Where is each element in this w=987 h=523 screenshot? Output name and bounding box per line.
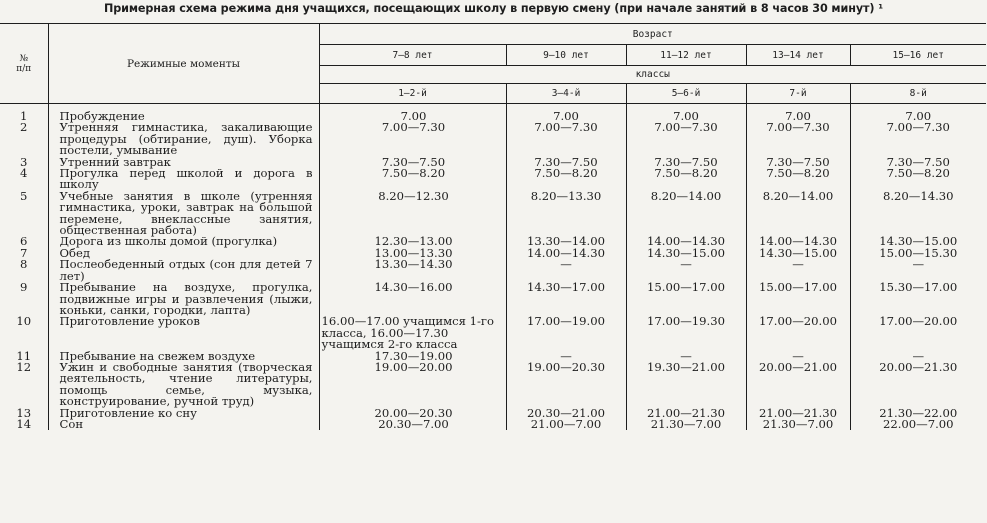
age-header: 7—8 лет: [319, 45, 506, 66]
time-cell: 20.30—21.00: [506, 408, 626, 419]
table-row: [0, 122, 986, 156]
row-number: 12: [16, 359, 32, 374]
time-cell: 7.00: [319, 104, 506, 123]
age-header: 9—10 лет: [506, 45, 626, 66]
time-cell: 21.30—7.00: [746, 419, 850, 430]
time-cell: 7.00: [506, 104, 626, 123]
time-cell: 14.30—16.00: [319, 282, 506, 316]
time-cell: 13.00—13.30: [319, 248, 506, 259]
class-header: 8-й: [850, 84, 986, 104]
time-cell: 19.00—20.00: [319, 362, 506, 408]
regimen-item: Ужин и свободные занятия (творческая деятельность, чтение литературы, помощь семье, музыка, конструирование, ручной труд): [48, 362, 319, 408]
time-cell: 22.00—7.00: [850, 419, 986, 430]
time-cell: 17.00—19.00: [506, 316, 626, 350]
regimen-item: Приготовление уроков: [48, 316, 319, 350]
table-row: [0, 419, 986, 430]
time-cell: 15.00—17.00: [746, 282, 850, 316]
time-cell: 21.00—7.00: [506, 419, 626, 430]
table-title: Примерная схема режима дня учащихся, посещающих школу в первую смену (при начале занятий в 8 часов 30 минут) ¹: [103, 2, 884, 15]
time-cell: 20.00—21.30: [850, 362, 986, 408]
time-cell: 7.00: [626, 104, 746, 123]
row-number: 1: [20, 109, 28, 123]
time-cell: 21.00—21.30: [626, 408, 746, 419]
time-cell: —: [746, 351, 850, 362]
time-cell: 7.30—7.50: [850, 157, 986, 168]
time-cell: 7.00—7.30: [850, 122, 986, 156]
time-cell: 8.20—12.30: [319, 191, 506, 237]
time-cell: 20.30—7.00: [319, 419, 506, 430]
time-cell: 14.30—15.00: [746, 248, 850, 259]
class-header: 5—6-й: [626, 84, 746, 104]
time-cell: 15.00—15.30: [850, 248, 986, 259]
col-header-number: № п/п: [0, 24, 48, 104]
time-cell: —: [506, 351, 626, 362]
time-cell: 8.20—13.30: [506, 191, 626, 237]
time-cell: 19.30—21.00: [626, 362, 746, 408]
time-cell: 7.00—7.30: [319, 122, 506, 156]
time-cell: 13.30—14.30: [319, 259, 506, 282]
time-cell: 7.00—7.30: [626, 122, 746, 156]
regimen-item: Утренний завтрак: [48, 157, 319, 168]
time-cell: 19.00—20.30: [506, 362, 626, 408]
regimen-item: Утренняя гимнастика, закаливающие процедуры (обтирание, душ). Уборка постели, умывание: [48, 122, 319, 156]
time-cell: 7.30—7.50: [626, 157, 746, 168]
time-cell: —: [626, 351, 746, 362]
table-row: [0, 191, 986, 237]
time-cell: 7.00—7.30: [506, 122, 626, 156]
row-number: 3: [20, 154, 28, 169]
regimen-item: Пребывание на свежем воздухе: [48, 351, 319, 362]
time-cell: 14.30—15.00: [850, 236, 986, 247]
time-cell: 21.30—22.00: [850, 408, 986, 419]
table-row: [0, 168, 986, 191]
regimen-item: Пребывание на воздухе, прогулка, подвижные игры и развлечения (лыжи, коньки, санки, городки, лапта): [48, 282, 319, 316]
class-header: 3—4-й: [506, 84, 626, 104]
time-cell: 14.30—15.00: [626, 248, 746, 259]
time-cell: 14.00—14.30: [506, 248, 626, 259]
row-number: 7: [20, 245, 28, 260]
time-cell: 14.00—14.30: [626, 236, 746, 247]
row-number: 2: [20, 120, 28, 135]
time-cell: 17.30—19.00: [319, 351, 506, 362]
time-cell: 8.20—14.00: [626, 191, 746, 237]
table-row: [0, 362, 986, 408]
regimen-item: Дорога из школы домой (прогулка): [48, 236, 319, 247]
regimen-item: Прогулка перед школой и дорога в школу: [48, 168, 319, 191]
table-row: [0, 282, 986, 316]
time-cell: —: [626, 259, 746, 282]
table-row: [0, 259, 986, 282]
time-cell: 13.30—14.00: [506, 236, 626, 247]
time-cell: 14.30—17.00: [506, 282, 626, 316]
time-cell: 7.50—8.20: [506, 168, 626, 191]
time-cell: 14.00—14.30: [746, 236, 850, 247]
time-cell: 7.00: [746, 104, 850, 123]
time-cell: —: [850, 259, 986, 282]
time-cell: 20.00—20.30: [319, 408, 506, 419]
row-number: 9: [20, 280, 28, 295]
col-header-age: Возраст: [319, 24, 986, 45]
time-cell: 7.50—8.20: [319, 168, 506, 191]
table-row: [0, 236, 986, 247]
regimen-item: Послеобеденный отдых (сон для детей 7 лет): [48, 259, 319, 282]
row-number: 14: [16, 416, 32, 431]
time-cell: —: [850, 351, 986, 362]
row-number: 11: [16, 348, 32, 363]
regimen-item: Учебные занятия в школе (утренняя гимнастика, уроки, завтрак на большой перемене, внеклассные занятия, общественная работа): [48, 191, 319, 237]
time-cell: 7.30—7.50: [746, 157, 850, 168]
time-cell: 7.30—7.50: [319, 157, 506, 168]
time-cell: 21.30—7.00: [626, 419, 746, 430]
age-header: 15—16 лет: [850, 45, 986, 66]
row-number: 4: [20, 166, 28, 181]
table-row: [0, 408, 986, 419]
daily-regimen-table: [0, 23, 986, 430]
row-number: 8: [20, 257, 28, 272]
regimen-item: Обед: [48, 248, 319, 259]
time-cell: 21.00—21.30: [746, 408, 850, 419]
regimen-item: Пробуждение: [48, 104, 319, 123]
time-cell: 7.30—7.50: [506, 157, 626, 168]
time-cell: 7.50—8.20: [626, 168, 746, 191]
classes-header: классы: [319, 66, 986, 84]
table-body: [0, 104, 986, 431]
time-cell: 8.20—14.30: [850, 191, 986, 237]
time-cell: —: [506, 259, 626, 282]
age-header: 11—12 лет: [626, 45, 746, 66]
time-cell: 20.00—21.00: [746, 362, 850, 408]
time-cell: 7.50—8.20: [746, 168, 850, 191]
table-row: [0, 316, 986, 350]
time-cell: 17.00—19.30: [626, 316, 746, 350]
class-header: 7-й: [746, 84, 850, 104]
row-number: 5: [20, 188, 28, 203]
class-header: 1—2-й: [319, 84, 506, 104]
time-cell: —: [746, 259, 850, 282]
row-number: 10: [16, 314, 32, 329]
time-cell: 8.20—14.00: [746, 191, 850, 237]
time-cell: 17.00—20.00: [746, 316, 850, 350]
age-header: 13—14 лет: [746, 45, 850, 66]
time-cell: 7.00—7.30: [746, 122, 850, 156]
time-cell: 16.00—17.00 учащимся 1-го класса, 16.00—17.30 учащимся 2-го класса: [319, 316, 506, 350]
table-header: [0, 24, 986, 104]
time-cell: 12.30—13.00: [319, 236, 506, 247]
time-cell: 15.30—17.00: [850, 282, 986, 316]
time-cell: 7.00: [850, 104, 986, 123]
regimen-item: Приготовление ко сну: [48, 408, 319, 419]
col-header-regimen: Режимные моменты: [48, 24, 319, 104]
time-cell: 15.00—17.00: [626, 282, 746, 316]
row-number: 6: [20, 234, 28, 249]
time-cell: 17.00—20.00: [850, 316, 986, 350]
regimen-item: Сон: [48, 419, 319, 430]
row-number: 13: [16, 405, 32, 420]
time-cell: 7.50—8.20: [850, 168, 986, 191]
